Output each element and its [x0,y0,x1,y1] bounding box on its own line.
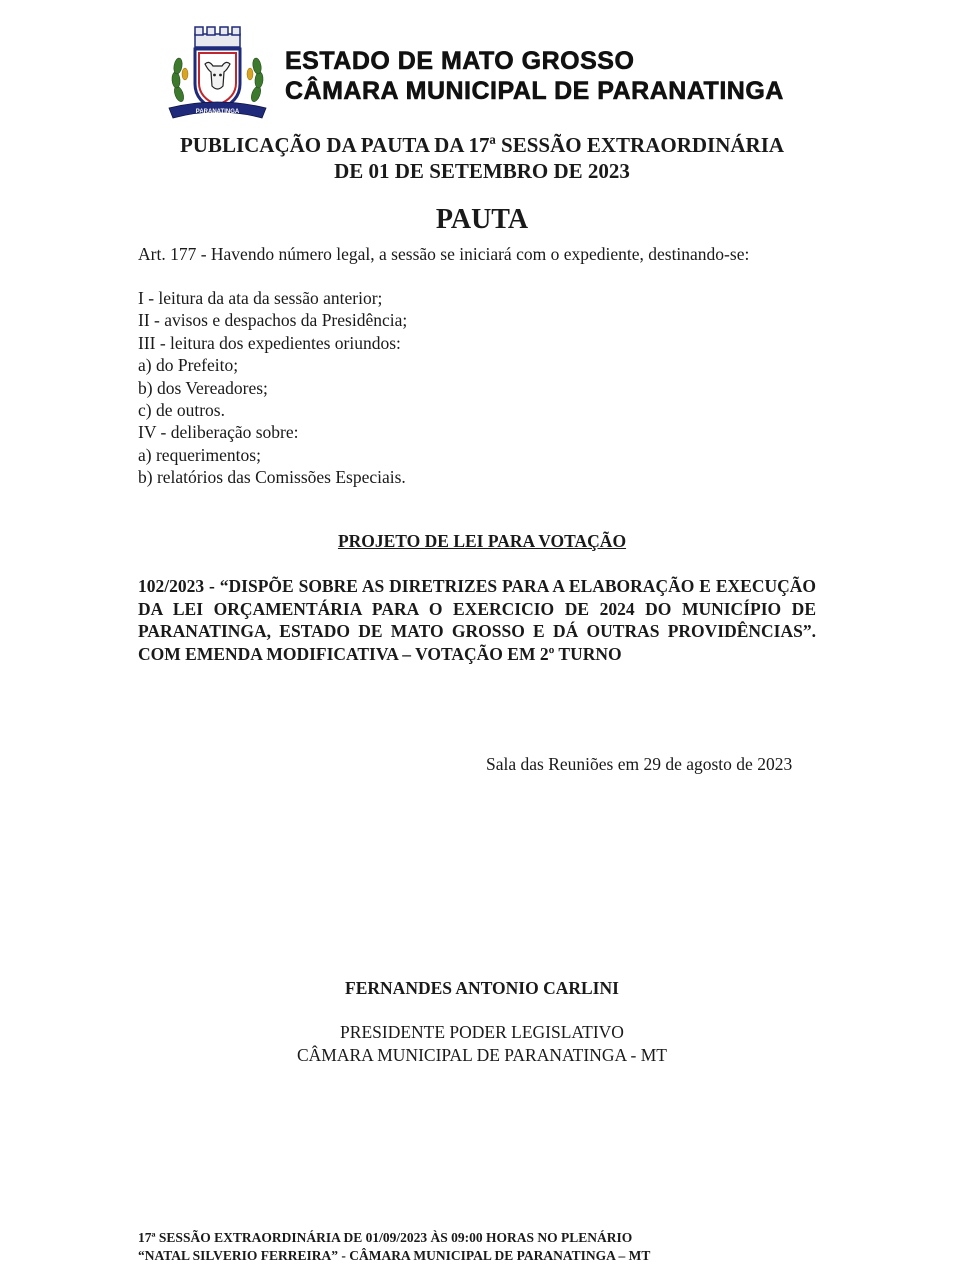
signatory-name: FERNANDES ANTONIO CARLINI [345,978,619,998]
header-state-name: ESTADO DE MATO GROSSO [285,47,635,75]
footer-line-2: “NATAL SILVERIO FERREIRA” - CÂMARA MUNICIPAL DE PARANATINGA – MT [138,1248,651,1263]
agenda-item: IV - deliberação sobre: [138,422,299,443]
agenda-item: a) requerimentos; [138,444,261,465]
agenda-item: b) dos Vereadores; [138,377,268,398]
agenda-item: b) relatórios das Comissões Especiais. [138,467,406,488]
agenda-item: I - leitura da ata da sessão anterior; [138,288,383,308]
agenda-item: a) do Prefeito; [138,355,239,376]
document-title-line-1: PUBLICAÇÃO DA PAUTA DA 17ª SESSÃO EXTRAORDINÁRIA [179,133,785,157]
agenda-item: III - leitura dos expedientes oriundos: [138,332,401,353]
header-chamber-name: CÂMARA MUNICIPAL DE PARANATINGA [285,77,784,105]
agenda-item: II - avisos e despachos da Presidência; [138,310,408,331]
agenda-item: c) de outros. [138,400,225,420]
section-heading: PROJETO DE LEI PARA VOTAÇÃO [337,531,627,551]
footer-line-1: 17ª SESSÃO EXTRAORDINÁRIA DE 01/09/2023 ÀS 09:00 HORAS NO PLENÁRIO [138,1230,633,1245]
signatory-role: PRESIDENTE PODER LEGISLATIVO [340,1022,624,1042]
signatory-organization: CÂMARA MUNICIPAL DE PARANATINGA - MT [297,1045,667,1065]
article-text: Art. 177 - Havendo número legal, a sessão se iniciará com o expediente, destinando-se: [138,244,750,264]
document-title-line-2: DE 01 DE SETEMBRO DE 2023 [334,159,630,183]
pauta-heading: PAUTA [435,204,529,235]
svg-text:PARANATINGA: PARANATINGA [195,109,240,115]
place-and-date: Sala das Reuniões em 29 de agosto de 2023 [486,754,793,774]
bill-description: 102/2023 - “DISPÕE SOBRE AS DIRETRIZES PARA A ELABORAÇÃO E EXECUÇÃO DA LEI ORÇAMENTÁRIA PARA O EXERCICIO DE 2024 DO MUNICÍPIO DE PARANATINGA, ESTADO DE MATO GROSSO E DÁ OUTRAS PROVIDÊNCIAS”. COM EMENDA MODIFICATIVA – VOTAÇÃO EM 2º TURNO [138,576,816,664]
municipal-crest-logo [165,22,270,122]
